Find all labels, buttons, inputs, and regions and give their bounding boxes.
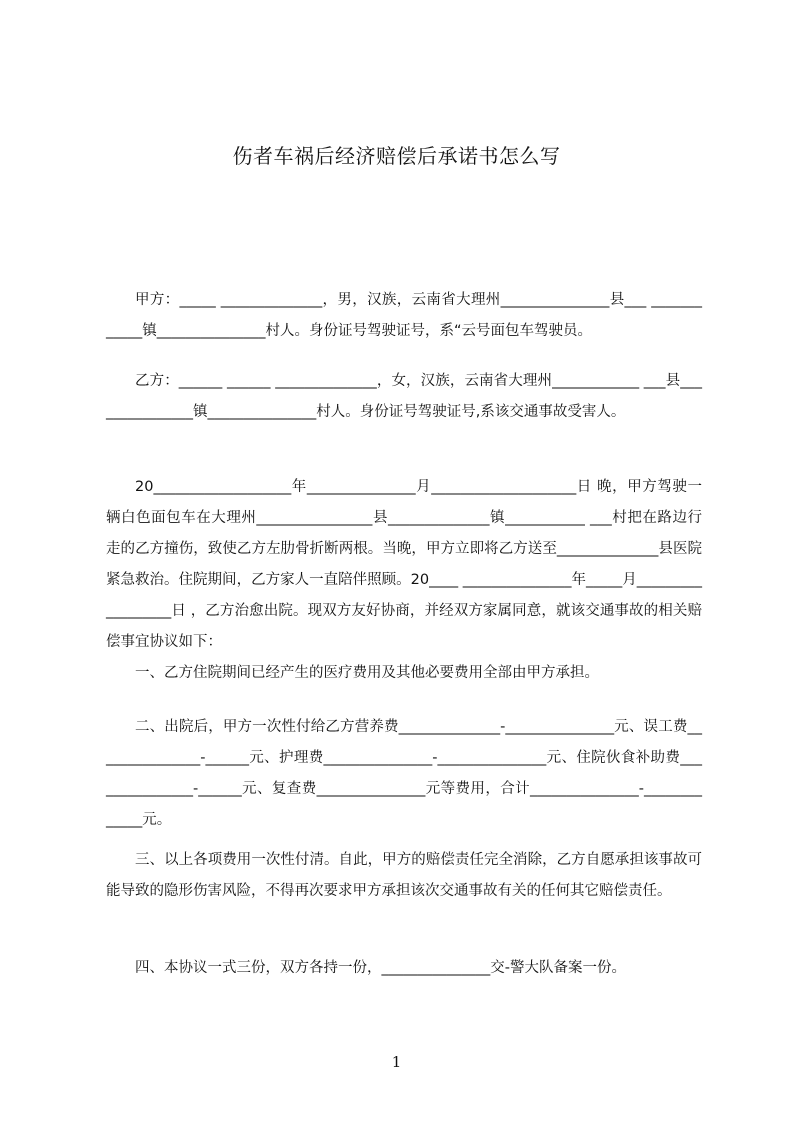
clause-one: 一、乙方住院期间已经产生的医疗费用及其他必要费用全部由甲方承担。 xyxy=(135,665,599,681)
paragraph-party-a: 甲方：_____ ______________，男，汉族，云南省大理州_______________县___ ____________镇_______________村人。身份证号驾驶证号，系“云号面包车驾驶员。 xyxy=(106,292,702,339)
page-number: 1 xyxy=(391,1053,402,1071)
clause-two: 二、出院后，甲方一次性付给乙方营养费______________-_______________元、误工费_______________-______元、护理费_______________-_______________元、住院伙食补助费_______________-______元、复查费_______________元等费用，合计_______________-_____________元。 xyxy=(106,719,702,828)
clause-four: 四、本协议一式三份，双方各持一份，_______________交-警大队备案一份。 xyxy=(135,960,626,976)
clause-three: 三、以上各项费用一次性付清。自此，甲方的赔偿责任完全消除，乙方自愿承担该事故可能导致的隐形伤害风险，不得再次要求甲方承担该次交通事故有关的任何其它赔偿责任。 xyxy=(106,852,702,899)
document-title: 伤者车祸后经济赔偿后承诺书怎么写 xyxy=(232,144,561,168)
paragraph-party-b: 乙方：______ ______ ______________，女，汉族，云南省大理州____________ ___县_______________镇_______________村人。身份证号驾驶证号,系该交通事故受害人。 xyxy=(106,373,702,420)
paragraph-accident-description: 20___________________年_______________月____________________日 晚，甲方驾驶一辆白色面包车在大理州________________县______________镇___________ ___村把在路边行走的乙方撞伤，致使乙方左肋骨折断两根。当晚，甲方立即将乙方送至______________县医院紧急救治。住院期间，乙方家人一直陪伴照顾。20____ _______________年_____月__________________日 ，乙方治愈出院。现双方友好协商，并经双方家属同意，就该交通事故的相关赔偿事宜协议如下： xyxy=(106,479,702,650)
